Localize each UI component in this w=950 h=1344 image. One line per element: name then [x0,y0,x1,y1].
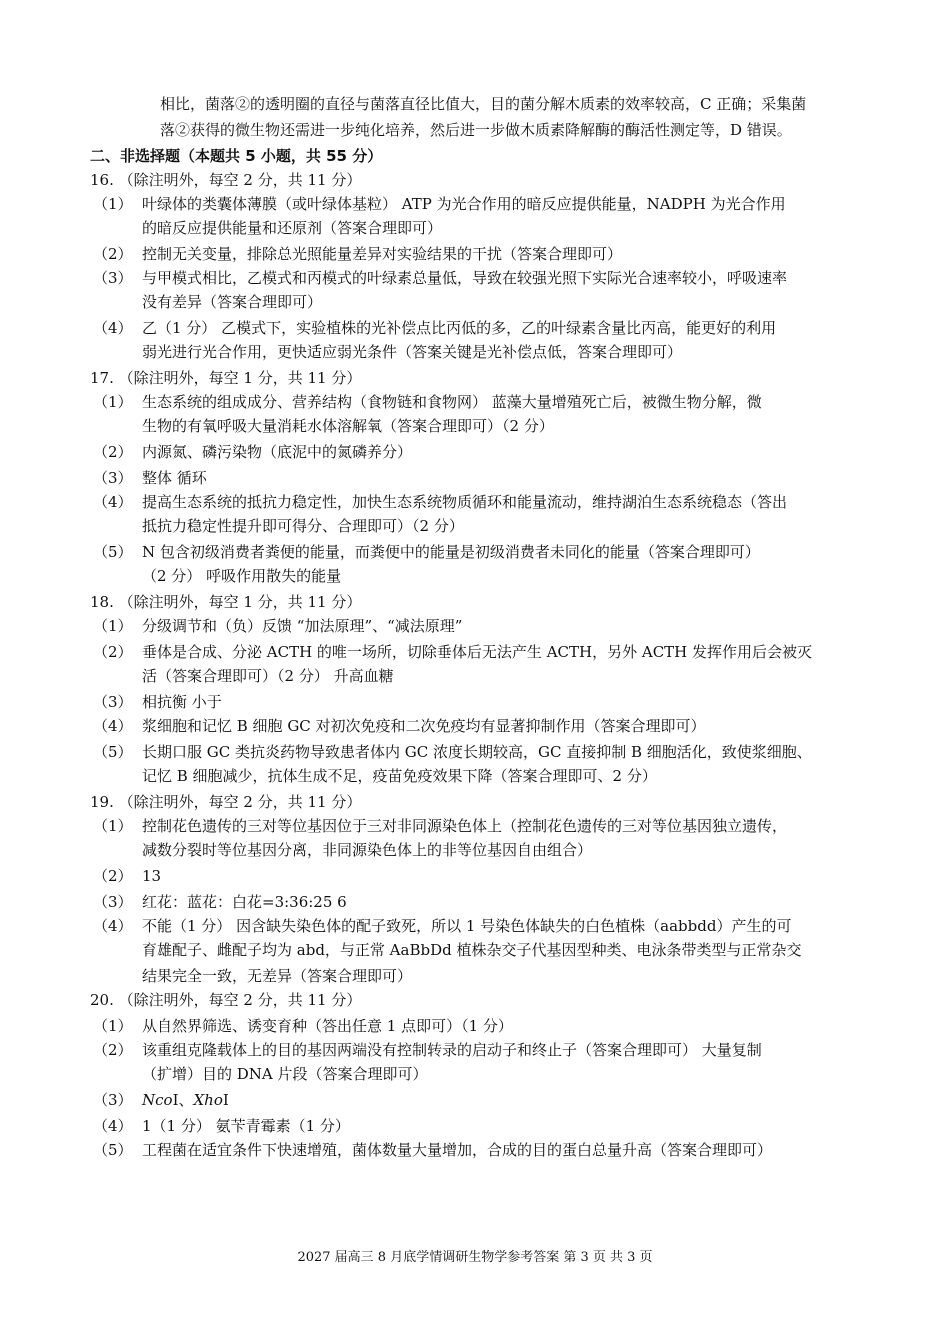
q17-1-line2: 生物的有氧呼吸大量消耗水体溶解氧（答案合理即可）（2 分） [142,417,554,435]
q20-5-num: （5） [93,1141,133,1159]
q16-1-line2: 的暗反应提供能量和还原剂（答案合理即可） [142,219,443,237]
enzyme-nco: Nco [142,1091,173,1109]
section-title: 二、非选择题（本题共 5 小题，共 55 分） [90,147,383,165]
q19-2-line1: 13 [142,867,162,885]
enzyme-xho-roman: Ⅰ [222,1091,229,1109]
q20-4-line1: 1（1 分） 氨苄青霉素（1 分） [142,1117,350,1135]
q19-1-line1: 控制花色遗传的三对等位基因位于三对非同源染色体上（控制花色遗传的三对等位基因独立遗传， [142,817,788,835]
q16-header: 16. （除注明外，每空 2 分，共 11 分） [90,171,362,189]
q16-3-num: （3） [93,269,133,287]
q16-1-num: （1） [93,195,133,213]
q18-header: 18. （除注明外，每空 1 分，共 11 分） [90,593,362,611]
q19-4-line2: 育雄配子、雌配子均为 abd，与正常 AaBbDd 植株杂交子代基因型种类、电泳条带类型与正常杂交 [142,941,802,959]
q16-4-line2: 弱光进行光合作用，更快适应弱光条件（答案关键是光补偿点低，答案合理即可） [142,343,683,361]
page-footer: 2027 届高三 8 月底学情调研生物学参考答案 第 3 页 共 3 页 [297,1250,653,1265]
q17-5-line2: （2 分） 呼吸作用散失的能量 [142,567,342,585]
q18-4-line1: 浆细胞和记忆 B 细胞 GC 对初次免疫和二次免疫均有显著抑制作用（答案合理即可） [142,717,706,735]
q20-5-line1: 工程菌在适宜条件下快速增殖，菌体数量大量增加，合成的目的蛋白总量升高（答案合理即可） [142,1141,773,1159]
q20-2-line2: （扩增）目的 DNA 片段（答案合理即可） [142,1065,428,1083]
q20-header: 20. （除注明外，每空 2 分，共 11 分） [90,991,362,1009]
q17-1-line1: 生态系统的组成成分、营养结构（食物链和食物网） 蓝藻大量增殖死亡后，被微生物分解，微 [142,393,762,411]
intro-line-1: 相比，菌落②的透明圈的直径与菌落直径比值大，目的菌分解木质素的效率较高，C 正确；采集菌 [160,95,807,113]
q17-2-line1: 内源氮、磷污染物（底泥中的氮磷养分） [142,443,413,461]
q17-5-line1: N 包含初级消费者粪便的能量，而粪便中的能量是初级消费者未同化的能量（答案合理即可） [142,543,760,561]
q17-header: 17. （除注明外，每空 1 分，共 11 分） [90,369,362,387]
q17-3-line1: 整体 循环 [142,469,207,487]
q18-1-num: （1） [93,617,133,635]
q16-4-num: （4） [93,319,133,337]
q17-3-num: （3） [93,469,133,487]
q20-3-line1 [142,1090,229,1110]
q18-5-line2: 记忆 B 细胞减少，抗体生成不足，疫苗免疫效果下降（答案合理即可、2 分） [142,767,657,785]
q18-5-line1: 长期口服 GC 类抗炎药物导致患者体内 GC 浓度长期较高，GC 直接抑制 B 细胞活化，致使浆细胞、 [142,743,812,761]
q16-2-line1: 控制无关变量，排除总光照能量差异对实验结果的干扰（答案合理即可） [142,245,623,263]
q18-2-num: （2） [93,643,133,661]
enzyme-xho: Xho [193,1091,223,1109]
q18-3-num: （3） [93,693,133,711]
q20-2-line1: 该重组克隆载体上的目的基因两端没有控制转录的启动子和终止子（答案合理即可） 大量复制 [142,1041,762,1059]
q18-3-line1: 相抗衡 小于 [142,693,222,711]
enzyme-nco-roman: Ⅰ、 [172,1091,194,1109]
q16-1-line1: 叶绿体的类囊体薄膜（或叶绿体基粒） ATP 为光合作用的暗反应提供能量，NADPH 为光合作用 [142,195,786,213]
q20-3-num: （3） [93,1091,133,1109]
q19-1-num: （1） [93,817,133,835]
q18-5-num: （5） [93,743,133,761]
q18-2-line2: 活（答案合理即可）（2 分） 升高血糖 [142,667,394,685]
q19-4-line1: 不能（1 分） 因含缺失染色体的配子致死，所以 1 号染色体缺失的白色植株（aabbdd）产生的可 [142,917,792,935]
q19-3-line1: 红花：蓝花：白花=3:36:25 6 [142,893,347,911]
q17-4-num: （4） [93,493,133,511]
q17-4-line1: 提高生态系统的抵抗力稳定性，加快生态系统物质循环和能量流动，维持湖泊生态系统稳态（答出 [142,493,788,511]
q19-4-line3: 结果完全一致，无差异（答案合理即可） [142,967,413,985]
q17-4-line2: 抵抗力稳定性提升即可得分、合理即可）（2 分） [142,517,464,535]
q16-3-line1: 与甲模式相比，乙模式和丙模式的叶绿素总量低，导致在较强光照下实际光合速率较小，呼吸速率 [142,269,788,287]
q18-4-num: （4） [93,717,133,735]
q19-3-num: （3） [93,893,133,911]
q19-1-line2: 减数分裂时等位基因分离，非同源染色体上的非等位基因自由组合） [142,841,593,859]
q16-2-num: （2） [93,245,133,263]
q20-1-num: （1） [93,1017,133,1035]
q17-5-num: （5） [93,543,133,561]
q17-1-num: （1） [93,393,133,411]
q20-1-line1: 从自然界筛选、诱变育种（答出任意 1 点即可）（1 分） [142,1017,513,1035]
q16-3-line2: 没有差异（答案合理即可） [142,293,323,311]
q18-1-line1: 分级调节和（负）反馈 “加法原理”、“减法原理” [142,617,463,635]
intro-line-2: 落②获得的微生物还需进一步纯化培养，然后进一步做木质素降解酶的酶活性测定等，D 错误。 [160,121,792,139]
q19-4-num: （4） [93,917,133,935]
q18-2-line1: 垂体是合成、分泌 ACTH 的唯一场所，切除垂体后无法产生 ACTH，另外 ACTH 发挥作用后会被灭 [142,643,813,661]
q20-4-num: （4） [93,1117,133,1135]
q19-header: 19. （除注明外，每空 2 分，共 11 分） [90,793,362,811]
q19-2-num: （2） [93,867,133,885]
q17-2-num: （2） [93,443,133,461]
q20-2-num: （2） [93,1041,133,1059]
q16-4-line1: 乙（1 分） 乙模式下，实验植株的光补偿点比丙低的多，乙的叶绿素含量比丙高，能更好的利用 [142,319,777,337]
